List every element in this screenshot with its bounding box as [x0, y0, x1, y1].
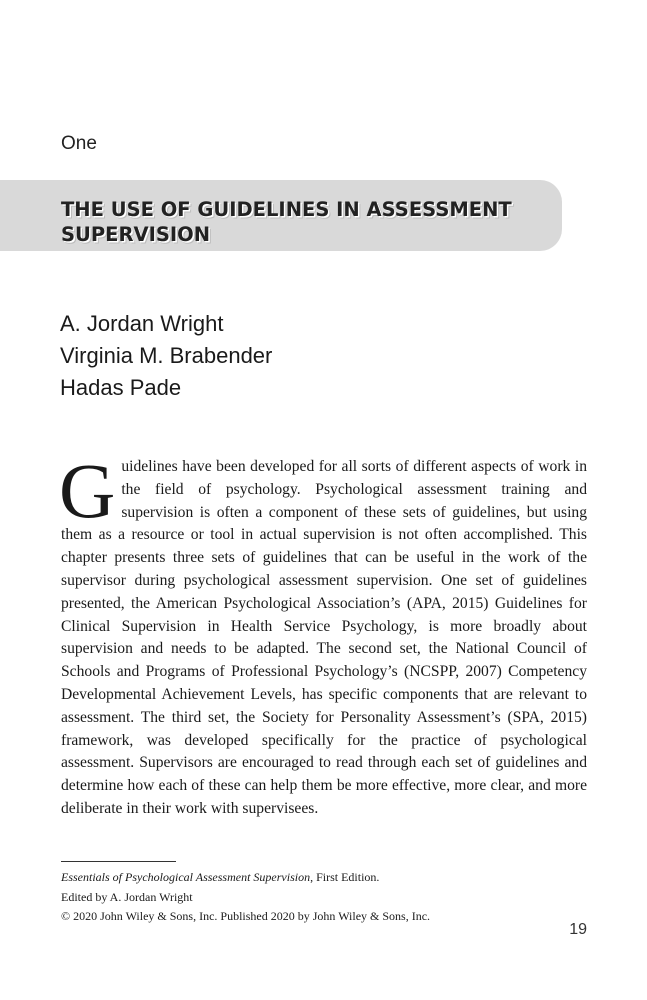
page-number: 19	[569, 921, 587, 938]
author-list	[60, 308, 272, 404]
chapter-title: THE USE OF GUIDELINES IN ASSESSMENT SUPERVISION	[61, 198, 512, 246]
body-paragraph-text: uidelines have been developed for all sorts of different aspects of work in the field of psychology. Psychological assessment training and supervision is often a component of these sets of guidelines, but using them as a resource or tool in actual supervision is not often accomplished. This chapter presents three sets of guidelines that can be useful in the work of the supervisor during psychological assessment supervision. One set of guidelines presented, the American Psychological Association’s (APA, 2015) Guidelines for Clinical Supervision in Health Service Psychology, is more broadly about supervision and needs to be adapted. The second set, the National Council of Schools and Programs of Professional Psychology’s (NCSPP, 2007) Competency Developmental Achievement Levels, has specific components that are relevant to assessment. The third set, the Society for Personality Assessment’s (SPA, 2015) framework, was developed specifically for the practice of psychological assessment. Supervisors are encouraged to read through each set of guidelines and determine how each of these can help them be more effective, more clear, and more deliberate in their work with supervisees.	[61, 458, 587, 817]
author-name: Virginia M. Brabender	[60, 343, 273, 368]
footnote	[61, 868, 430, 927]
footnote-edition: , First Edition.	[310, 870, 380, 884]
footnote-divider	[61, 861, 176, 862]
footnote-editor: Edited by A. Jordan Wright	[61, 889, 193, 904]
footnote-book-line	[61, 868, 430, 888]
footnote-book-title: Essentials of Psychological Assessment Supervision	[61, 870, 311, 884]
chapter-number: One	[61, 133, 97, 154]
author-name: Hadas Pade	[60, 375, 182, 400]
body-paragraph	[59, 447, 587, 821]
author-name: A. Jordan Wright	[60, 311, 224, 336]
drop-cap: G	[59, 447, 116, 534]
footnote-copyright: © 2020 John Wiley & Sons, Inc. Published 2020 by John Wiley & Sons, Inc.	[61, 909, 431, 923]
